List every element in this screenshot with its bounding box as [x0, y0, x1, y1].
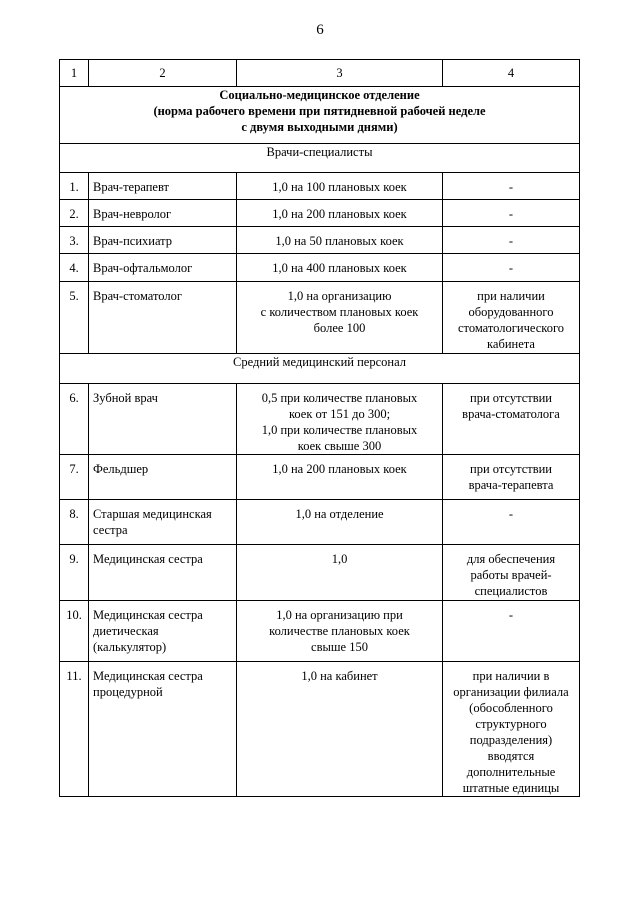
row-number: 1. — [60, 173, 89, 200]
norm-text: 1,0 на организацию с количеством плановых коек более 100 — [260, 289, 419, 335]
staffing-norm — [237, 384, 443, 455]
group-title: Врачи-специалисты — [60, 144, 580, 173]
position-name — [89, 662, 237, 797]
table-row — [60, 227, 580, 254]
position-text: Старшая медицинская сестра — [93, 507, 212, 537]
position-name — [89, 384, 237, 455]
table-row — [60, 173, 580, 200]
table-row — [60, 384, 580, 455]
position-name — [89, 173, 237, 200]
position-text: Врач-терапевт — [93, 180, 170, 194]
norm-text: 1,0 на организацию при количестве плановых коек свыше 150 — [269, 608, 410, 654]
note-text: - — [508, 261, 514, 275]
position-text: Фельдшер — [93, 462, 149, 476]
position-name — [89, 601, 237, 662]
table-header-row — [60, 60, 580, 87]
staffing-norm — [237, 601, 443, 662]
row-number: 9. — [60, 545, 89, 601]
row-number: 4. — [60, 254, 89, 282]
note-text: - — [508, 608, 514, 622]
position-text: Врач-офтальмолог — [93, 261, 193, 275]
note — [443, 173, 580, 200]
group-title-row — [60, 144, 580, 173]
staffing-norm — [237, 662, 443, 797]
note — [443, 200, 580, 227]
note-text: при наличии оборудованного стоматологического кабинета — [457, 289, 565, 351]
note-text: при отсутствии врача-терапевта — [468, 462, 554, 492]
note-text: при наличии в организации филиала (обособленного структурного подразделения) вводятся дополнительные штатные единицы — [453, 669, 569, 795]
table-row — [60, 662, 580, 797]
section-title: Социально-медицинское отделение (норма рабочего времени при пятидневной рабочей неделе с двумя выходными днями) — [60, 87, 580, 144]
position-name — [89, 455, 237, 500]
table-row — [60, 254, 580, 282]
position-name — [89, 227, 237, 254]
norm-text: 0,5 при количестве плановых коек от 151 до 300; 1,0 при количестве плановых коек свыше 300 — [261, 391, 418, 453]
staffing-norm — [237, 282, 443, 354]
note-text: при отсутствии врача-стоматолога — [462, 391, 560, 421]
position-text: Зубной врач — [93, 391, 158, 405]
position-name — [89, 282, 237, 354]
row-number: 2. — [60, 200, 89, 227]
note — [443, 662, 580, 797]
staffing-norm — [237, 254, 443, 282]
note — [443, 254, 580, 282]
staffing-norm — [237, 227, 443, 254]
position-text: Врач-психиатр — [93, 234, 173, 248]
note-text: - — [508, 207, 514, 221]
header-col-4: 4 — [443, 60, 580, 87]
position-name — [89, 200, 237, 227]
note — [443, 500, 580, 545]
norm-text: 1,0 на 400 плановых коек — [272, 261, 407, 275]
row-number: 11. — [60, 662, 89, 797]
header-col-1: 1 — [60, 60, 89, 87]
staffing-table — [59, 59, 580, 797]
row-number: 7. — [60, 455, 89, 500]
position-text: Медицинская сестра процедурной — [93, 669, 203, 699]
row-number: 8. — [60, 500, 89, 545]
table-row — [60, 282, 580, 354]
staffing-norm — [237, 455, 443, 500]
staffing-norm — [237, 545, 443, 601]
norm-text: 1,0 — [331, 552, 348, 566]
section-title-row — [60, 87, 580, 144]
norm-text: 1,0 на 50 плановых коек — [275, 234, 404, 248]
page-number: 6 — [316, 22, 324, 38]
norm-text: 1,0 на 100 плановых коек — [272, 180, 407, 194]
note — [443, 227, 580, 254]
note — [443, 601, 580, 662]
note-text: - — [508, 180, 514, 194]
table-row — [60, 500, 580, 545]
table-row — [60, 601, 580, 662]
row-number: 10. — [60, 601, 89, 662]
note — [443, 384, 580, 455]
group-title: Средний медицинский персонал — [60, 354, 580, 384]
row-number: 5. — [60, 282, 89, 354]
table-row — [60, 455, 580, 500]
header-col-3: 3 — [237, 60, 443, 87]
norm-text: 1,0 на 200 плановых коек — [272, 207, 407, 221]
table-row — [60, 200, 580, 227]
row-number: 6. — [60, 384, 89, 455]
note-text: - — [508, 234, 514, 248]
position-text: Врач-невролог — [93, 207, 172, 221]
position-text: Врач-стоматолог — [93, 289, 182, 303]
row-number: 3. — [60, 227, 89, 254]
header-col-2: 2 — [89, 60, 237, 87]
position-text: Медицинская сестра — [93, 552, 203, 566]
note — [443, 282, 580, 354]
note — [443, 455, 580, 500]
staffing-norm — [237, 500, 443, 545]
note — [443, 545, 580, 601]
position-name — [89, 545, 237, 601]
norm-text: 1,0 на 200 плановых коек — [272, 462, 407, 476]
staffing-norm — [237, 173, 443, 200]
position-name — [89, 500, 237, 545]
norm-text: 1,0 на отделение — [295, 507, 384, 521]
staffing-norm — [237, 200, 443, 227]
note-text: для обеспечения работы врачей- специалистов — [466, 552, 556, 598]
group-title-row — [60, 354, 580, 384]
position-text: Медицинская сестра диетическая (калькулятор) — [93, 608, 203, 654]
position-name — [89, 254, 237, 282]
note-text: - — [508, 507, 514, 521]
table-row — [60, 545, 580, 601]
norm-text: 1,0 на кабинет — [301, 669, 378, 683]
